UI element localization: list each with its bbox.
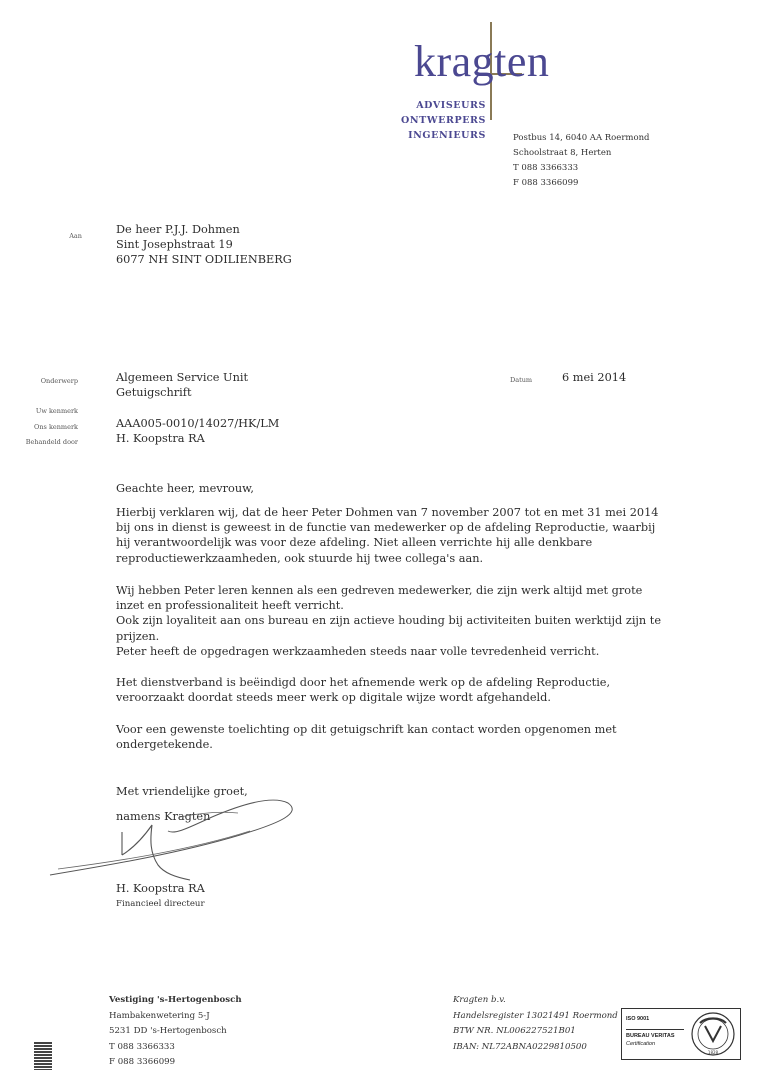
address-line: Postbus 14, 6040 AA Roermond <box>513 133 650 143</box>
signer-name: H. Koopstra RA <box>116 882 205 895</box>
tagline-designers: ONTWERPERS <box>401 115 486 126</box>
recipient-city: 6077 NH SINT ODILIENBERG <box>116 253 292 266</box>
iban: IBAN: NL72ABNA0229810500 <box>453 1041 587 1052</box>
branch-fax: F 088 3366099 <box>109 1057 176 1067</box>
paragraph-line: Ook zijn loyaliteit aan ons bureau en zijn actieve houding bij activiteiten buiten werktijd zijn te <box>116 614 662 628</box>
paragraph-line: Hierbij verklaren wij, dat de heer Peter Dohmen van 7 november 2007 tot en met 31 mei 2014 <box>116 506 659 519</box>
bureau-veritas-seal-icon <box>690 1011 736 1057</box>
tagline-advisors: ADVISEURS <box>416 100 486 111</box>
branch-name: Vestiging 's-Hertogenbosch <box>109 995 242 1005</box>
subject-line-2: Getuigschrift <box>116 386 192 399</box>
paragraph-line: Peter heeft de opgedragen werkzaamheden steeds naar volle tevredenheid verricht. <box>116 644 600 658</box>
paragraph-employment <box>116 505 676 566</box>
recipient-street: Sint Josephstraat 19 <box>116 238 233 251</box>
paragraph-appraisal <box>116 583 676 659</box>
certification-text <box>626 1015 684 1053</box>
signer-title: Financieel directeur <box>116 899 205 909</box>
tagline-engineers: INGENIEURS <box>408 130 486 141</box>
branch-address <box>109 993 242 1071</box>
paragraph-line: reproductiewerkzaamheden, ook stuurde hij twee collega's aan. <box>116 551 484 565</box>
fax-line: F 088 3366099 <box>513 178 579 188</box>
company-registration <box>453 993 618 1055</box>
date-value: 6 mei 2014 <box>562 371 627 384</box>
date-label: Datum <box>510 376 533 384</box>
closing: Met vriendelijke groet, <box>116 785 248 798</box>
paragraph-line: Voor een gewenste toelichting op dit getuigschrift kan contact worden opgenomen met <box>116 723 617 736</box>
barcode-icon <box>34 1042 52 1070</box>
trade-register: Handelsregister 13021491 Roermond <box>453 1010 618 1021</box>
recipient-label: Aan <box>69 232 82 240</box>
subject-line-1: Algemeen Service Unit <box>116 371 249 384</box>
paragraph-contact <box>116 722 676 752</box>
paragraph-line: Wij hebben Peter leren kennen als een gedreven medewerker, die zijn werk altijd met grote <box>116 584 643 597</box>
iso-label: ISO 9001 <box>626 1016 650 1022</box>
vat-number: BTW NR. NL006227521B01 <box>453 1026 576 1036</box>
on-behalf-of: namens Kragten <box>116 810 211 823</box>
paragraph-line: ondergetekende. <box>116 738 213 752</box>
branch-street: Hambakenwetering 5-J <box>109 1010 210 1021</box>
company-name: Kragten b.v. <box>453 995 506 1005</box>
paragraph-termination <box>116 675 676 705</box>
paragraph-line: inzet en professionaliteit heeft verricht. <box>116 599 344 613</box>
paragraph-line: bij ons in dienst is geweest in de functie van medewerker op de afdeling Reproductie, waarbij <box>116 521 656 535</box>
company-logo: kragten <box>414 37 550 86</box>
handled-by-value: H. Koopstra RA <box>116 432 205 445</box>
branch-city: 5231 DD 's-Hertogenbosch <box>109 1026 227 1036</box>
certification-label: Certification <box>626 1041 656 1047</box>
our-reference-label: Ons kenmerk <box>34 423 78 431</box>
paragraph-line: hij verantwoordelijk was voor deze afdeling. Niet alleen verrichte hij alle denkbare <box>116 536 593 550</box>
branch-phone: T 088 3366333 <box>109 1041 175 1052</box>
phone-line: T 088 3366333 <box>513 163 579 173</box>
salutation: Geachte heer, mevrouw, <box>116 482 255 495</box>
bureau-veritas-label: BUREAU VERITAS <box>626 1029 684 1040</box>
paragraph-line: veroorzaakt doordat steeds meer werk op digitale wijze wordt afgehandeld. <box>116 691 551 705</box>
paragraph-line: Het dienstverband is beëindigd door het afnemende werk op de afdeling Reproductie, <box>116 676 611 689</box>
recipient-name: De heer P.J.J. Dohmen <box>116 223 240 236</box>
subject-label: Onderwerp <box>40 377 78 385</box>
paragraph-line: prijzen. <box>116 629 160 643</box>
your-reference-label: Uw kenmerk <box>35 407 78 415</box>
seal-year: 1828 <box>707 1050 719 1055</box>
handled-by-label: Behandeld door <box>25 438 78 446</box>
signature <box>40 795 310 885</box>
our-reference-value: AAA005-0010/14027/HK/LM <box>116 417 280 430</box>
address-line: Schoolstraat 8, Herten <box>513 148 612 158</box>
